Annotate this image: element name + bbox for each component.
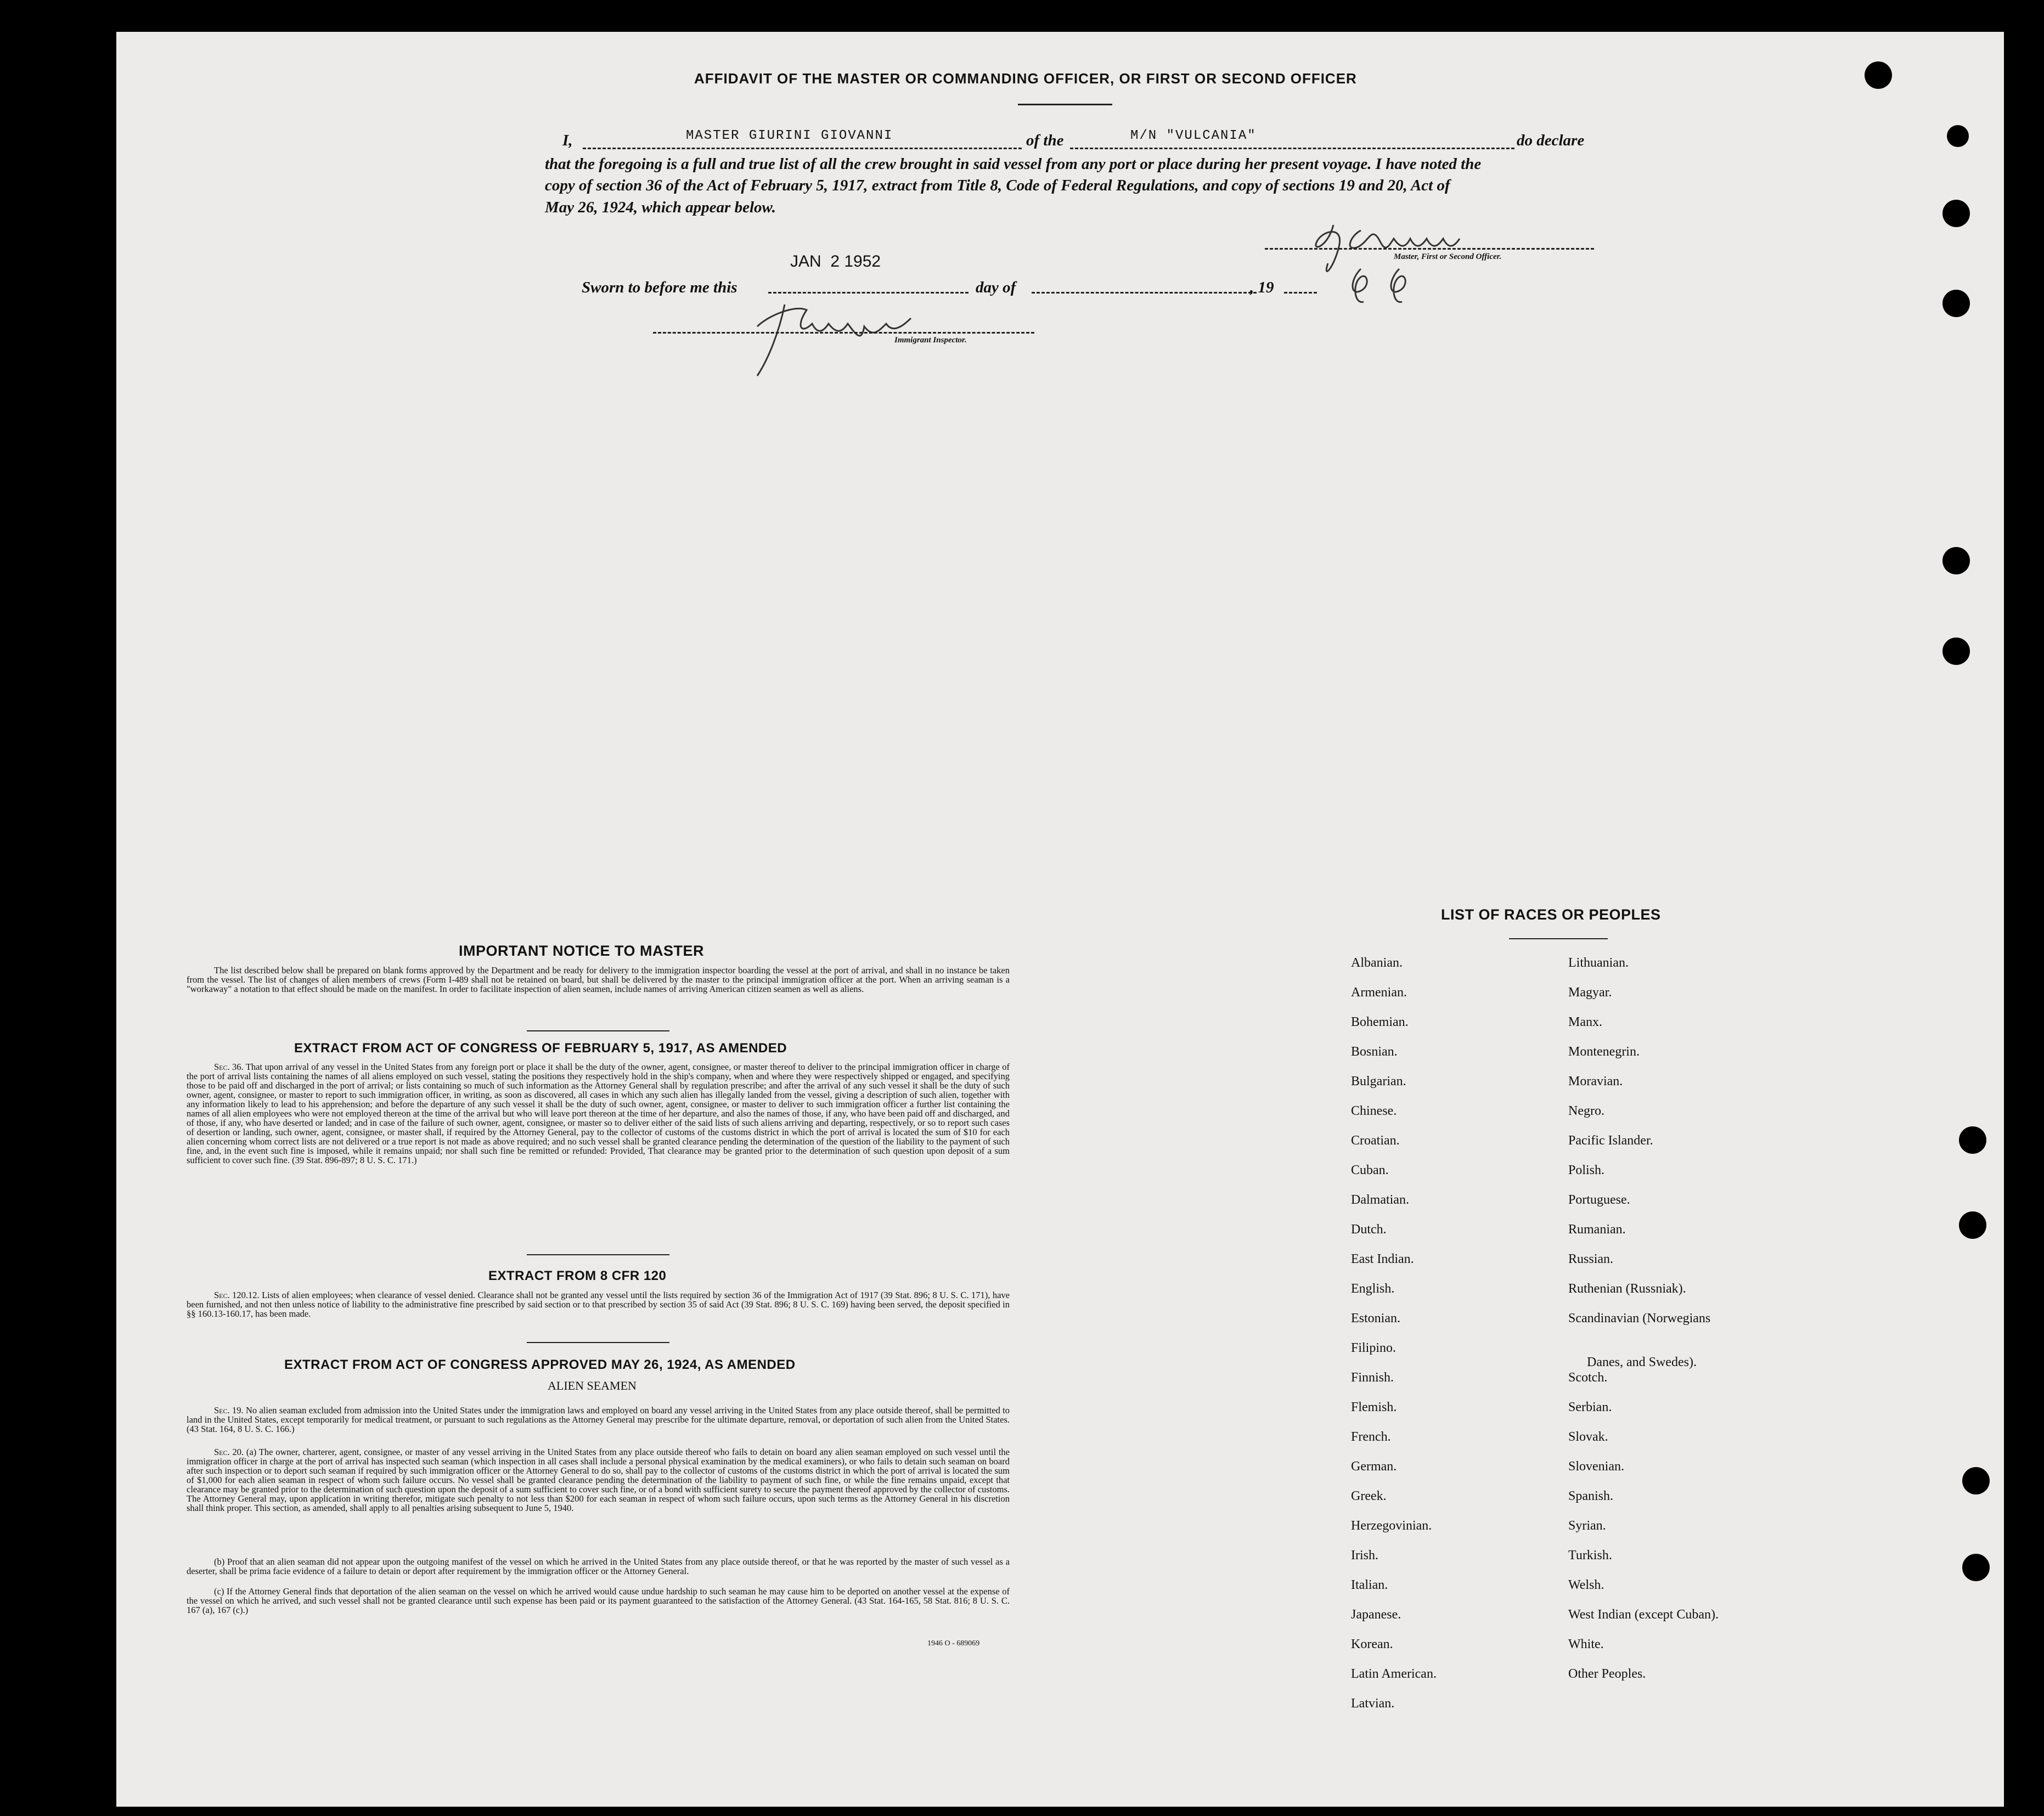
race-item: Japanese. [1351, 1608, 1401, 1622]
race-item: Lithuanian. [1568, 956, 1629, 970]
race-item: Turkish. [1568, 1548, 1612, 1563]
extract-1924-title: EXTRACT FROM ACT OF CONGRESS APPROVED MAY 26, 1924, AS AMENDED [284, 1357, 796, 1372]
master-signature [1262, 208, 1591, 318]
sworn-label: Sworn to before me this [582, 279, 737, 296]
race-item: Albanian. [1351, 956, 1403, 970]
race-item: Herzegovinian. [1351, 1519, 1432, 1533]
race-item: English. [1351, 1282, 1395, 1296]
race-item: Korean. [1351, 1637, 1393, 1651]
sec-20c-paragraph: (c) If the Attorney General finds that deportation of the alien seaman on the vessel on which he arrived would cause undue hardship to such seaman he may cause him to be deported on another vessel at the expense of the vessel on which he arrived, and such vessel shall not be granted clearance until such expense has been paid or its payment guaranteed to the satisfaction of the Attorney General. (43 Stat. 164-165, 58 Stat. 816; 8 U. S. C. 167 (a), 167 (c).) [187, 1586, 1010, 1615]
i-label: I, [562, 132, 573, 149]
race-item: Estonian. [1351, 1311, 1400, 1326]
sec-20a-paragraph [187, 1447, 1010, 1513]
sec-120-label: Sec. 120.12. [214, 1290, 260, 1300]
race-item: Bosnian. [1351, 1045, 1398, 1059]
race-item: Syrian. [1568, 1519, 1606, 1533]
inspector-signature-line [653, 332, 1034, 334]
day-of-label: day of [976, 279, 1016, 296]
race-item: Cuban. [1351, 1163, 1389, 1177]
race-item: Welsh. [1568, 1578, 1604, 1592]
race-item: Negro. [1568, 1104, 1604, 1118]
race-item: Armenian. [1351, 985, 1407, 1000]
extract-cfr-rule [527, 1342, 669, 1343]
notice-title: IMPORTANT NOTICE TO MASTER [459, 943, 704, 959]
race-item: Dutch. [1351, 1222, 1387, 1237]
punch-hole [1959, 1126, 1986, 1154]
sec-20b-paragraph: (b) Proof that an alien seaman did not appear upon the outgoing manifest of the vessel on which he arrived in the United States from any place outside thereof, or that he was reported by the master of such vessel as a deserter, shall be prima facie evidence of a failure to detain or deport after requirement by the immigration officer or the Attorney General. [187, 1556, 1010, 1576]
punch-hole [1942, 547, 1970, 574]
race-item: Portuguese. [1568, 1193, 1630, 1207]
sec-20a-text: (a) The owner, charterer, agent, consignee, or master of any vessel arriving in the United States from any place outside thereof who fails to detain on board any alien seaman employed on such vessel until the immigration officer in charge at the port of arrival has inspected such seaman (which inspection in all cases shall include a personal physical examination by the medical examiners), or who fails to detain such seaman on board after such inspection or to deport such seaman if required by such immigration officer or the Attorney General to do so, shall pay to the collector of customs of the customs district in which the port of arrival is located the sum of $1,000 for each alien seaman in respect of whom such failure occurs. No vessel shall be granted clearance pending the determination of the liability to payment of such fine, or while the fine remains unpaid, except that clearance may be granted prior to the determination of such question upon the deposit of a sum sufficient to cover such fine, or of a bond with sufficient surety to secure the payment thereof approved by the collector of customs. The Attorney General may, upon application in writing therefor, mitigate such penalty to not less than $200 for each seaman in respect of whom such failure occurs, upon such terms as the Attorney General in his discretion shall think proper. This section, as amended, shall apply to all penalties arising subsequent to June 5, 1940. [187, 1447, 1010, 1513]
race-item: Rumanian. [1568, 1222, 1626, 1237]
race-item: Greek. [1351, 1489, 1387, 1503]
officer-signature-line [1265, 248, 1594, 250]
extract-1917-rule [527, 1254, 669, 1255]
notice-rule [527, 1030, 669, 1031]
race-item: French. [1351, 1430, 1391, 1444]
extract-1917-title: EXTRACT FROM ACT OF CONGRESS OF FEBRUARY 5, 1917, AS AMENDED [294, 1041, 787, 1056]
punch-hole [1942, 200, 1970, 227]
race-item: Bulgarian. [1351, 1074, 1406, 1089]
race-item: Latin American. [1351, 1667, 1437, 1681]
sec-20-label: Sec. 20. [214, 1447, 244, 1457]
of-the-label: of the [1026, 132, 1064, 149]
sec-19-paragraph [187, 1406, 1010, 1434]
race-item: Moravian. [1568, 1074, 1623, 1089]
race-item: Croatian. [1351, 1133, 1400, 1148]
officer-caption: Master, First or Second Officer. [1394, 252, 1502, 261]
do-declare-label: do declare [1517, 132, 1585, 149]
sworn-month-line [1032, 292, 1257, 294]
race-item: Bohemian. [1351, 1015, 1409, 1029]
master-name-value: MASTER GIURINI GIOVANNI [686, 128, 893, 143]
race-item: Ruthenian (Russniak). [1568, 1282, 1686, 1296]
print-code: 1946 O - 689069 [927, 1639, 980, 1648]
race-item: Scandinavian (Norwegians [1568, 1311, 1711, 1326]
punch-hole [1947, 125, 1969, 147]
race-item: Scotch. [1568, 1371, 1608, 1385]
race-item: Irish. [1351, 1548, 1378, 1563]
vessel-underline [1070, 148, 1514, 149]
name-underline [583, 148, 1022, 149]
affidavit-line-3: May 26, 1924, which appear below. [545, 199, 776, 216]
punch-hole [1865, 61, 1892, 89]
vessel-name-value: M/N "VULCANIA" [1130, 128, 1257, 143]
year-prefix: , 19 [1250, 279, 1274, 296]
race-item: West Indian (except Cuban). [1568, 1608, 1719, 1622]
race-item: Spanish. [1568, 1489, 1614, 1503]
extract-cfr-text [187, 1290, 1010, 1318]
race-item: Finnish. [1351, 1371, 1394, 1385]
race-item: Filipino. [1351, 1341, 1397, 1355]
race-item: Pacific Islander. [1568, 1133, 1653, 1148]
race-item: Dalmatian. [1351, 1193, 1409, 1207]
races-rule [1509, 938, 1608, 939]
sec-120-text: Lists of alien employees; when clearance of vessel denied. Clearance shall not be granted any vessel until the lists required by section 36 of the Immigration Act of 1917 (39 Stat. 896; 8 U. S. C. 171), have been furnished, and not then unless notice of liability to the administrative fine prescribed by said section or to that prescribed by section 35 of said Act (39 Stat. 896; 8 U. S. C. 169) having been served, the deposit specified in §§ 160.13-160.17, has been made. [187, 1290, 1010, 1319]
races-title: LIST OF RACES OR PEOPLES [1441, 906, 1661, 923]
sec-36-text: That upon arrival of any vessel in the United States from any foreign port or place it shall be the duty of the owner, agent, consignee, or master thereof to deliver to the principal immigration officer in charge of the port of arrival lists containing the names of all aliens employed on such vessel, stating the positions they respectively hold in the ship's company, when and where they were respectively shipped or engaged, and specifying those to be paid off and discharged in the port of arrival; or lists containing so much of such information as the Attorney General shall by regulation prescribe; and after the arrival of any such vessel it shall be the duty of such owner, agent, consignee, or master to report to such immigration officer, in writing, as soon as discovered, all cases in which any such alien has illegally landed from the vessel, giving a description of such alien, together with any information likely to lead to his apprehension; and before the departure of any such vessel it shall be the duty of such owner, agent, consignee, or master to deliver to such immigration officer a further list containing the names of all alien employees who were not employed thereon at the time of the arrival but who will leave port thereon at the time of her departure, and also the names of those, if any, who have been paid off and discharged, and of those, if any, who have deserted or landed; and in case of the failure of such owner, agent, consignee, or master so to deliver either of the said lists of such aliens arriving and departing, respectively, or so to report such cases of desertion or landing, such owner, agent, consignee, or master shall, if required by the Attorney General, pay to the collector of customs of the customs district in which the port of arrival is located the sum of $10 for each alien concerning whom correct lists are not delivered or a true report is not made as above required; and no such vessel shall be granted clearance pending the determination of the question of the liability to the payment of such fine, and, in the event such fine is imposed, while it remains unpaid; nor shall such fine be remitted or refunded: Provided, That clearance may be granted prior to the determination of such question upon deposit of a sum sufficient to cover such fine. (39 Stat. 896-897; 8 U. S. C. 171.) [187, 1062, 1010, 1165]
alien-seamen-subtitle: ALIEN SEAMEN [548, 1379, 637, 1392]
date-stamp: JAN 2 1952 [790, 252, 881, 270]
punch-hole [1959, 1211, 1986, 1239]
race-item: Flemish. [1351, 1400, 1397, 1414]
race-item: Chinese. [1351, 1104, 1397, 1118]
race-item: Serbian. [1568, 1400, 1612, 1414]
race-item: Polish. [1568, 1163, 1605, 1177]
punch-hole [1962, 1554, 1990, 1581]
punch-hole [1942, 290, 1970, 317]
punch-hole [1942, 638, 1970, 665]
race-item: Slovenian. [1568, 1459, 1624, 1474]
sec-19-text: No alien seaman excluded from admission into the United States under the immigration laws and employed on board any vessel arriving in the United States from any place outside thereof, shall be permitted to land in the United States, except temporarily for medical treatment, or pursuant to such regulations as the Attorney General may prescribe for the ultimate departure, removal, or deportation of such alien from the United States. (43 Stat. 164, 8 U. S. C. 166.) [187, 1405, 1010, 1434]
affidavit-line-2: copy of section 36 of the Act of February 5, 1917, extract from Title 8, Code of Federal Regulations, and copy of sections 19 and 20, Act of [545, 177, 1450, 194]
sec-36-label: Sec. 36. [214, 1062, 244, 1072]
race-item: Other Peoples. [1568, 1667, 1646, 1681]
affidavit-title: AFFIDAVIT OF THE MASTER OR COMMANDING OFFICER, OR FIRST OR SECOND OFFICER [694, 70, 1357, 87]
sworn-year-line [1284, 292, 1317, 294]
race-item: Danes, and Swedes). [1587, 1355, 1697, 1369]
race-item: Montenegrin. [1568, 1045, 1640, 1059]
race-item: German. [1351, 1459, 1397, 1474]
document-page [116, 32, 2004, 1807]
title-rule [1018, 104, 1112, 105]
inspector-caption: Immigrant Inspector. [894, 336, 967, 345]
punch-hole [1962, 1467, 1990, 1494]
race-item: White. [1568, 1637, 1604, 1651]
extract-1917-text [187, 1062, 1010, 1165]
sec-19-label: Sec. 19. [214, 1405, 244, 1415]
affidavit-line-1: that the foregoing is a full and true list of all the crew brought in said vessel from any port or place during her present voyage. I have noted the [545, 155, 1482, 173]
race-item: Latvian. [1351, 1696, 1395, 1711]
race-item: Manx. [1568, 1015, 1602, 1029]
race-item: Italian. [1351, 1578, 1388, 1592]
race-item: East Indian. [1351, 1252, 1414, 1266]
race-item: Slovak. [1568, 1430, 1608, 1444]
race-item: Magyar. [1568, 985, 1612, 1000]
extract-cfr-title: EXTRACT FROM 8 CFR 120 [488, 1268, 667, 1283]
notice-text: The list described below shall be prepared on blank forms approved by the Department and be ready for delivery to the immigration inspector boarding the vessel at the port of arrival, and shall in no instance be taken from the vessel. The list of changes of alien members of crews (Form I-489 shall not be retained on board, but shall be delivered by the master to the principal immigration officer at the port. When an arriving seaman is a "workaway" a notation to that effect should be made on the manifest. In order to facilitate inspection of alien seamen, include names of arriving American citizen seamen as well as aliens. [187, 965, 1010, 994]
race-item: Russian. [1568, 1252, 1614, 1266]
